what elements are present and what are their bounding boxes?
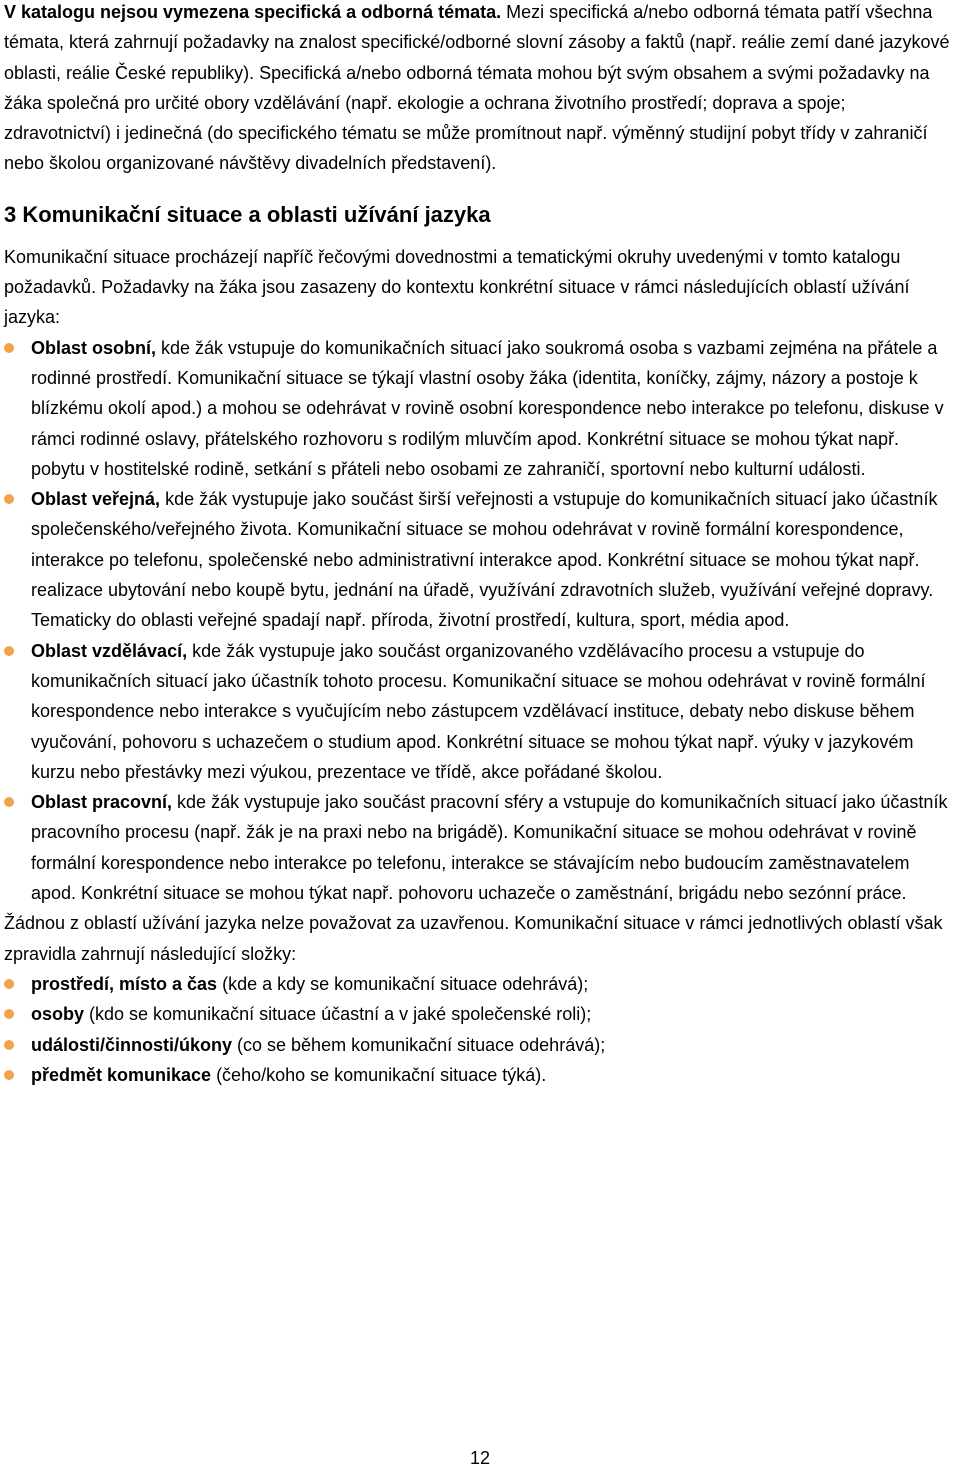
- usage-areas-list: [4, 333, 956, 909]
- component-title: předmět komunikace: [31, 1064, 212, 1085]
- list-item: [4, 787, 956, 908]
- area-text: kde žák vystupuje jako součást pracovní sféry a vstupuje do komunikačních situací jako účastník pracovního procesu (např. žák je na praxi nebo na brigádě). Komunikační situace se mohou odehrávat v rovině formální korespondence nebo interakce po telefonu, interakce se stávajícím nebo budoucím zaměstnavatelem apod. Konkrétní situace se mohou týkat např. pohovoru uchazeče o zaměstnání, brigádu nebo sezónní práce.: [31, 792, 948, 904]
- bullet-icon: [4, 979, 14, 989]
- component-text: (kdo se komunikační situace účastní a v jaké společenské roli);: [84, 1004, 592, 1025]
- bullet-icon: [4, 797, 14, 807]
- area-title: Oblast pracovní,: [31, 792, 173, 813]
- bullet-icon: [4, 343, 14, 353]
- component-text: (kde a kdy se komunikační situace odehrává);: [217, 973, 589, 994]
- bullet-icon: [4, 1070, 14, 1080]
- area-title: Oblast osobní,: [31, 337, 157, 358]
- bullet-icon: [4, 494, 14, 504]
- section-paragraph-2: Žádnou z oblastí užívání jazyka nelze považovat za uzavřenou. Komunikační situace v rámci jednotlivých oblastí však zpravidla zahrnují následující složky:: [4, 913, 943, 964]
- component-title: události/činnosti/úkony: [31, 1034, 233, 1055]
- list-item: [4, 484, 956, 635]
- list-item: [4, 1030, 956, 1060]
- components-list: [4, 969, 956, 1090]
- bullet-icon: [4, 1009, 14, 1019]
- intro-paragraph: [4, 0, 956, 179]
- section-paragraph-1: Komunikační situace procházejí napříč řečovými dovednostmi a tematickými okruhy uvedenými v tomto katalogu požadavků. Požadavky na žáka jsou zasazeny do kontextu konkrétní situace v rámci následujících oblastí užívání jazyka:: [4, 246, 910, 328]
- area-text: kde žák vystupuje jako součást organizovaného vzdělávacího procesu a vstupuje do komunikačních situací jako účastník tohoto procesu. Komunikační situace se mohou odehrávat v rovině formální korespondence nebo interakce s vyučujícím nebo zástupcem vzdělávací instituce, debaty nebo diskuse během vyučování, pohovoru s uchazečem o studium apod. Konkrétní situace se mohou týkat např. výuky v jazykovém kurzu nebo přestávky mezi výukou, prezentace ve třídě, akce pořádané školou.: [31, 640, 926, 782]
- area-text: kde žák vstupuje do komunikačních situací jako soukromá osoba s vazbami zejména na přátele a rodinné prostředí. Komunikační situace se týkají vlastní osoby žáka (identita, koníčky, zájmy, názory a postoje k blízkému okolí apod.) a mohou se odehrávat v rovině osobní korespondence nebo interakce po telefonu, diskuse v rámci rodinné oslavy, přátelského rozhovoru s rodilým mluvčím apod. Konkrétní situace se mohou týkat např. pobytu v hostitelské rodině, setkání s přáteli nebo osobami ze zahraničí, sportovní nebo kulturní události.: [31, 337, 944, 479]
- list-item: [4, 969, 956, 999]
- document-page: [4, 0, 956, 1090]
- intro-lead: V katalogu nejsou vymezena specifická a odborná témata.: [4, 2, 502, 22]
- list-item: [4, 333, 956, 484]
- area-text: kde žák vystupuje jako součást širší veřejnosti a vstupuje do komunikačních situací jako účastník společenského/veřejného života. Komunikační situace se mohou odehrávat v rovině formální korespondence, interakce po telefonu, společenské nebo administrativní interakce apod. Konkrétní situace se mohou týkat např. realizace ubytování nebo koupě bytu, jednání na úřadě, využívání zdravotních služeb, využívání veřejné dopravy. Tematicky do oblasti veřejné spadají např. příroda, životní prostředí, kultura, sport, média apod.: [31, 489, 938, 631]
- component-title: osoby: [31, 1004, 85, 1025]
- area-title: Oblast vzdělávací,: [31, 640, 188, 661]
- section-heading: 3 Komunikační situace a oblasti užívání jazyka: [4, 201, 491, 227]
- component-title: prostředí, místo a čas: [31, 973, 218, 994]
- list-item: [4, 1060, 956, 1090]
- bullet-icon: [4, 1040, 14, 1050]
- component-text: (čeho/koho se komunikační situace týká).: [211, 1064, 547, 1085]
- list-item: [4, 999, 956, 1029]
- component-text: (co se během komunikační situace odehrává);: [232, 1034, 606, 1055]
- list-item: [4, 636, 956, 787]
- area-title: Oblast veřejná,: [31, 489, 161, 510]
- page-number: 12: [469, 1448, 491, 1468]
- intro-text: Mezi specifická a/nebo odborná témata patří všechna témata, která zahrnují požadavky na znalost specifické/odborné slovní zásoby a faktů (např. reálie zemí dané jazykové oblasti, reálie České republiky). Specifická a/nebo odborná témata mohou být svým obsahem a svými požadavky na žáka společná pro určité obory vzdělávání (např. ekologie a ochrana životního prostředí; doprava a spoje; zdravotnictví) i jedinečná (do specifického tématu se může promítnout např. výměnný studijní pobyt třídy v zahraničí nebo školou organizované návštěvy divadelních představení).: [4, 2, 950, 174]
- bullet-icon: [4, 646, 14, 656]
